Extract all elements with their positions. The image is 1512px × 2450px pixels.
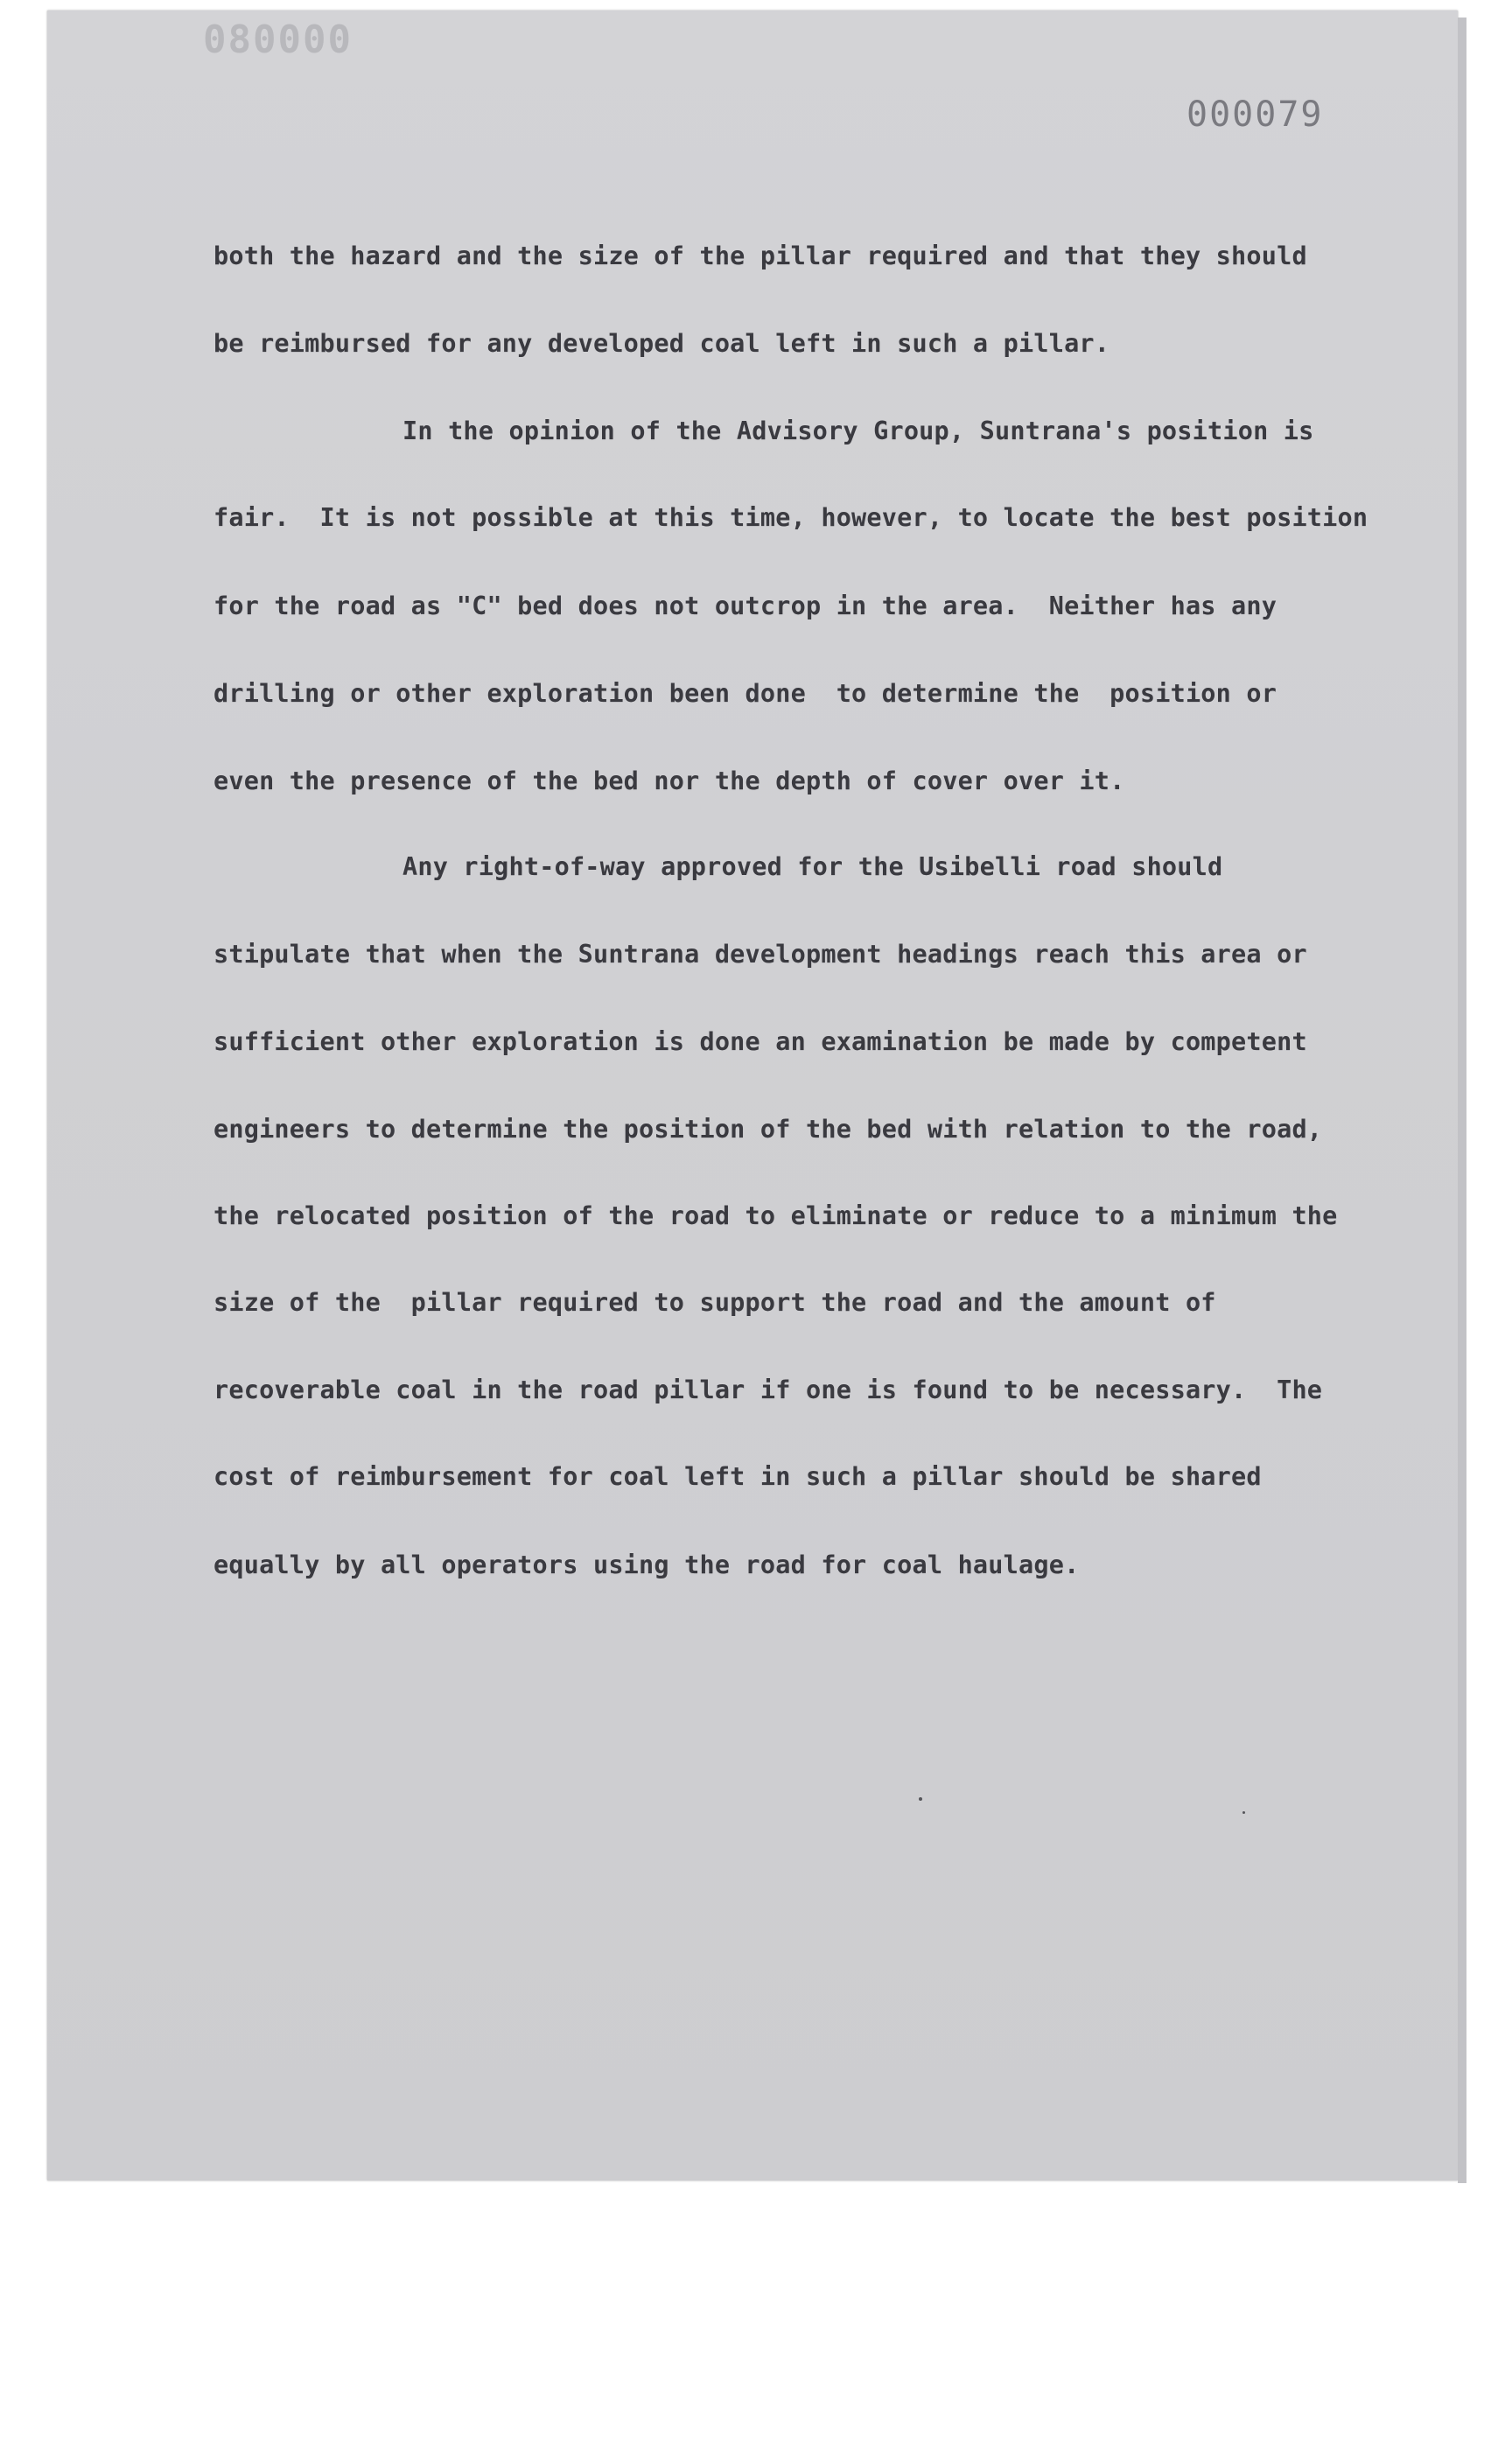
text-line: both the hazard and the size of the pillar required and that they should bbox=[214, 242, 1307, 270]
text-line: be reimbursed for any developed coal left in such a pillar. bbox=[214, 329, 1110, 358]
text-line: sufficient other exploration is done an examination be made by competent bbox=[214, 1027, 1307, 1056]
text-line: size of the pillar required to support the road and the amount of bbox=[214, 1288, 1216, 1317]
text-line: cost of reimbursement for coal left in such a pillar should be shared bbox=[214, 1462, 1262, 1491]
paragraph-first-line: Any right-of-way approved for the Usibelli road should bbox=[402, 852, 1223, 881]
text-line: drilling or other exploration been done to determine the position or bbox=[214, 679, 1278, 708]
paper-speck bbox=[1242, 1811, 1245, 1814]
text-line: the relocated position of the road to eliminate or reduce to a minimum the bbox=[214, 1201, 1338, 1230]
document-page bbox=[47, 10, 1458, 2180]
text-line: stipulate that when the Suntrana development headings reach this area or bbox=[214, 940, 1307, 969]
text-line: engineers to determine the position of the bed with relation to the road, bbox=[214, 1115, 1323, 1144]
paper-speck bbox=[919, 1797, 922, 1801]
text-line: recoverable coal in the road pillar if one is found to be necessary. The bbox=[214, 1376, 1323, 1404]
page-number-stamp: 000079 bbox=[1186, 94, 1324, 135]
text-line: equally by all operators using the road for coal haulage. bbox=[214, 1550, 1080, 1579]
paragraph-first-line: In the opinion of the Advisory Group, Suntrana's position is bbox=[402, 416, 1314, 445]
faded-stamp-number: 080000 bbox=[203, 18, 353, 62]
text-line: even the presence of the bed nor the depth of cover over it. bbox=[214, 766, 1125, 795]
text-line: fair. It is not possible at this time, however, to locate the best position bbox=[214, 503, 1368, 532]
text-line: for the road as "C" bed does not outcrop in the area. Neither has any bbox=[214, 592, 1278, 620]
